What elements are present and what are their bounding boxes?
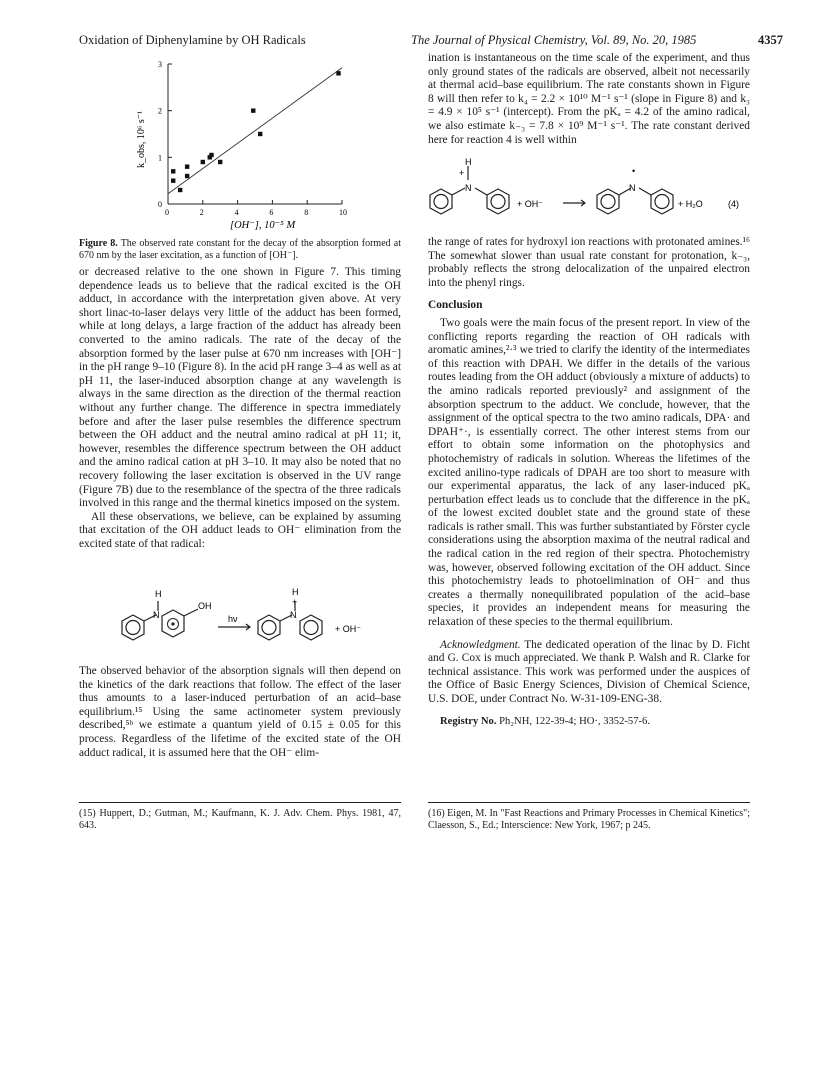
scheme-label: hν: [228, 614, 238, 624]
data-point: [258, 132, 262, 136]
page-number: 4357: [758, 33, 783, 47]
figure-8-caption-text: The observed rate constant for the decay of the absorption formed at 670 nm by the laser excitation, as a function of [OH⁻].: [79, 238, 401, 262]
y-tick-label: 2: [158, 106, 162, 116]
paragraph: or decreased relative to the one shown in Figure 7. This timing dependence leads us to believe that the radical excited is the OH adduct, in accordance with the interpretation given above. At very short linac-to-laser delays very little of the adduct has been formed, while at long delays, a large fraction of the adduct has already been converted to the amino radicals. The rate of the decay of the absorption formed by the laser pulse at 670 nm increases with [OH⁻] in the pH range 9–10 (Figure 8). In the acid pH range 3–4 as well as at pH 11, the laser-induced absorption change at any wavelength is always in the same direction as the direction of the thermal reaction without any further change. The difference in spectra immediately before and after the laser pulse resembles the difference spectrum between the OH adduct and the neutral amino radical at pH 11; it, however, resembles the difference spectrum between the OH adduct and the amino radical cation at pH 3–10. It may also be noted that no recovery following the laser excitation is observed in the UV range (Figure 7B) due to the resemblance of the spectra of the three radicals involved in this range and the thermal kinetics imposed on the system.: [79, 266, 401, 510]
figure-8-xlabel: [OH⁻], 10⁻⁵ M: [230, 220, 296, 231]
left-column-text: [79, 266, 401, 551]
footnote-rule-left: [79, 802, 401, 803]
paragraph: All these observations, we believe, can be explained by assuming that excitation of the OH adduct leads to OH⁻ elimination from the excited state of that radical:: [79, 510, 401, 550]
data-point: [171, 178, 175, 182]
scheme-label: + OH⁻: [335, 624, 362, 634]
scheme-label: H: [292, 587, 299, 597]
scheme-label: N: [290, 610, 297, 620]
x-tick-label: 6: [269, 208, 274, 217]
data-point: [178, 188, 182, 192]
x-tick-label: 8: [304, 208, 309, 217]
data-point: [185, 174, 189, 178]
scheme-label: N: [465, 183, 472, 193]
x-tick-label: 2: [199, 208, 204, 217]
left-column-text-cont: [79, 665, 401, 760]
data-point: [336, 71, 340, 75]
right-column-text-top: [428, 52, 750, 147]
footnote-15: (15) Huppert, D.; Gutman, M.; Kaufmann, K. J. Adv. Chem. Phys. 1981, 47, 643.: [79, 808, 401, 831]
scheme-label: H: [155, 589, 162, 599]
x-tick-label: 4: [234, 208, 239, 217]
data-point: [251, 108, 255, 112]
y-tick-label: 0: [158, 200, 162, 209]
x-tick-label: 10: [339, 208, 347, 217]
fit-line: [168, 68, 342, 194]
acknowledgment-text: The dedicated operation of the linac by D. Ficht and G. Cox is much appreciated. We thank P. Walsh and R. Clarke for technical assistance. This work was performed under the auspices of the Office of Basic Energy Sciences, Division of Chemical Science, U.S. DOE, under Contract No. W-31-109-ENG-38.: [428, 638, 750, 705]
reaction-scheme-oh-elimination: [100, 585, 390, 665]
data-point: [201, 160, 205, 164]
scheme-label: OH: [198, 601, 212, 611]
right-column-text: [428, 236, 750, 728]
section-heading-conclusion: Conclusion: [428, 299, 483, 312]
figure-8-caption-label: Figure 8.: [79, 238, 118, 249]
scheme-label: •: [632, 166, 636, 176]
figure-8-chart: [130, 56, 360, 234]
paragraph: ination is instantaneous on the time scale of the experiment, and thus only ground states of the radicals are observed, albeit not necessarily at thermal acid–base equilibrium. The rate constants shown in Figure 8 will then refer to k₄ = 2.2 × 10¹⁰ M⁻¹ s⁻¹ (slope in Figure 8) and k₃ = 4.9 × 10⁵ s⁻¹ (intercept). From the pKₐ = 4.2 of the amino radical, we also estimate k₋₃ = 7.8 × 10⁹ M⁻¹ s⁻¹. The rate constant derived here for reaction 4 is well within: [428, 52, 750, 146]
figure-8-ylabel: k_obs, 10⁶ s⁻¹: [136, 110, 147, 168]
acknowledgment: [428, 639, 750, 707]
scheme-label: +: [459, 168, 465, 178]
scheme-label: N: [153, 610, 160, 620]
registry-text: Ph₂NH, 122-39-4; HO·, 3352-57-6.: [499, 715, 650, 727]
reaction-scheme-4: [425, 158, 750, 228]
paragraph: Two goals were the main focus of the present report. In view of the conflicting reports regarding the reaction of OH radicals with aromatic amines,²·³ we tried to clarify the identity of the intermediates of this reaction with DPAH. We differ in the details of the various routes leading from the OH adduct (obviously a mixture of adducts) to the amino radicals reported previously² and assignment of the absorption spectrum to the adduct. We conclude, however, that the assignment of the optical spectra to the two amino radicals, DPA· and DPAH⁺·, is essentially correct. The other interest stems from our effort to obtain some information on the photophysics and photochemistry of radicals in solution. Whereas the lifetimes of the excited anilino-type radicals of DPAH are too short to measure with our experimental apparatus, the lack of any laser-induced pKₐ perturbation effect leads us to conclude that the difference in the pKₐ of the lowest excited doublet state and the ground state of these radicals is rather small. This was further substantiated by Förster cycle considerations using the absorption maxima of the neutral radical and the radical cation in the red region of their spectra. Photochemistry was, however, observed following excitation of the OH adduct. Since this photochemistry leads to photoelimination of OH⁻ and thus creates a thermally nonequilibrated population of the acid–base species, it provides an independent means for measuring the relaxation of these species to the thermal equilibrium.: [428, 316, 750, 629]
paragraph: The observed behavior of the absorption signals will then depend on the kinetics of the dark reactions that follow. The effect of the laser thus amounts to a laser-induced perturbation of an acid–base equilibrium.¹⁵ Using the same actinometer system previously described,⁵ᵇ we estimate a quantum yield of 0.15 ± 0.05 for this process. Regardless of the lifetime of the excited state of the OH adduct radical, it is assumed here that the OH⁻ elim-: [79, 665, 401, 759]
data-point: [171, 169, 175, 173]
registry-numbers: [428, 715, 750, 729]
data-point: [218, 160, 222, 164]
data-point: [185, 164, 189, 168]
running-header-journal: The Journal of Physical Chemistry, Vol. 89, No. 20, 1985: [411, 33, 697, 47]
footnote-rule-right: [428, 802, 750, 803]
scheme-label: H: [465, 158, 472, 167]
footnote-16: (16) Eigen, M. In "Fast Reactions and Primary Processes in Chemical Kinetics"; Claesson, S., Ed.; Interscience: New York, 1967; p 245.: [428, 808, 750, 831]
registry-label: Registry No.: [440, 715, 497, 727]
data-point: [209, 153, 213, 157]
x-tick-label: 0: [165, 208, 169, 217]
running-header-left: Oxidation of Diphenylamine by OH Radicals: [79, 33, 306, 47]
acknowledgment-label: Acknowledgment.: [440, 638, 521, 651]
y-tick-label: 3: [158, 60, 162, 69]
scheme-label: +: [292, 597, 298, 607]
y-tick-label: 1: [158, 153, 162, 163]
figure-8-caption: [79, 238, 401, 262]
paragraph: the range of rates for hydroxyl ion reactions with protonated amines.¹⁶ The somewhat slower than usual rate constant for protonation, k₋₃, probably reflects the strong delocalization of the unpaired electron into the phenyl rings.: [428, 236, 750, 289]
scheme-label: + OH⁻: [517, 199, 544, 209]
equation-number: (4): [728, 199, 739, 209]
scheme-label: N: [629, 183, 636, 193]
scheme-label: + H₂O: [678, 199, 703, 209]
